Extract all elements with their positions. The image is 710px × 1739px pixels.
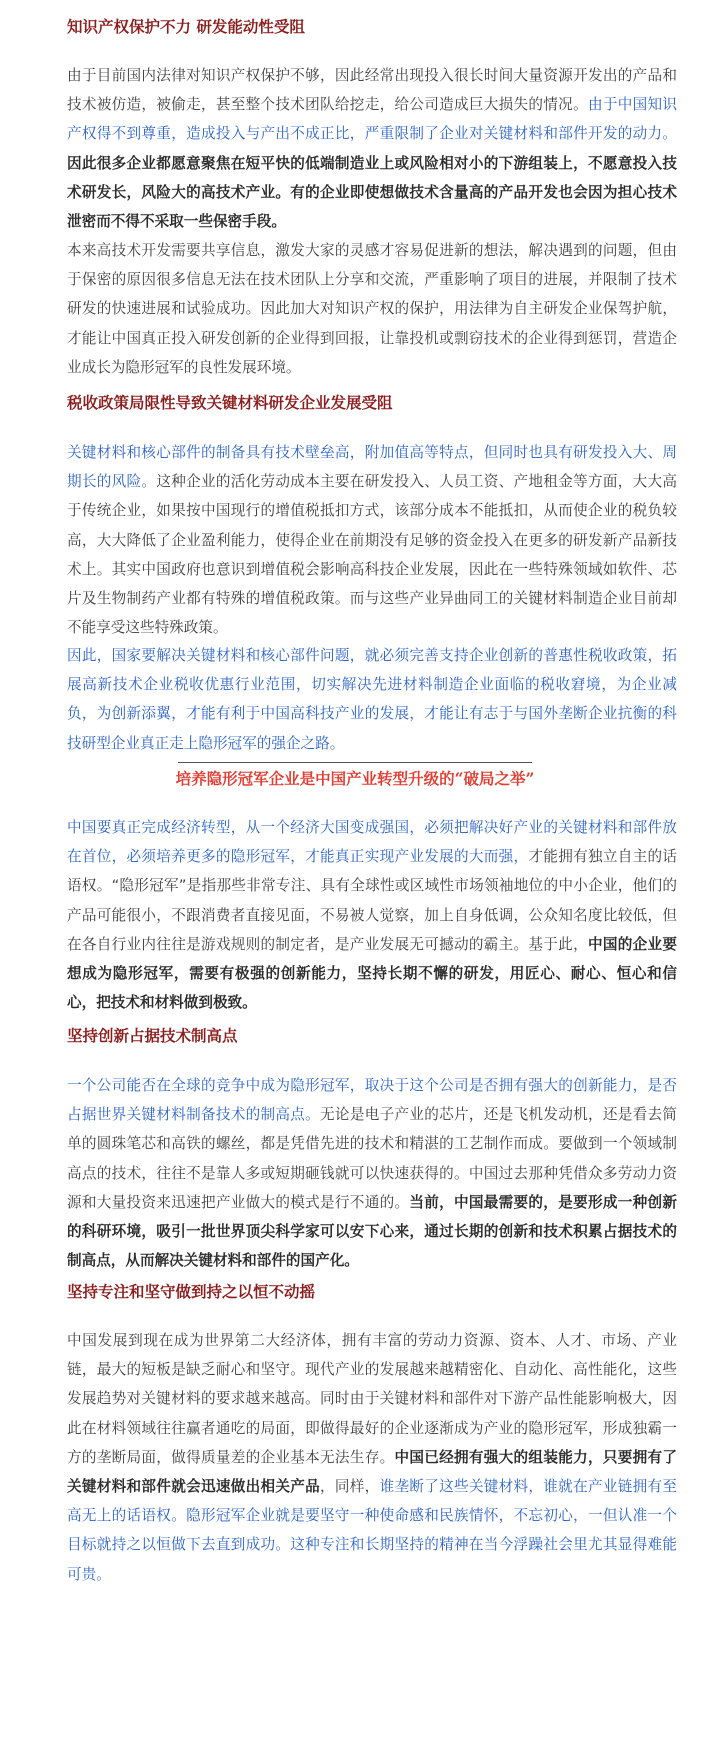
paragraph-transformation [67,813,677,1017]
section-heading-persistence: 坚持专注和坚守做到持之以恒不动摇 [67,1282,316,1301]
text-segment: 因此，国家要解决关键材料和核心部件问题，就必须完善支持企业创新的普惠性税收政策，拓展高新技术企业税收优惠行业范围，切实解决先进材料制造企业面临的税收窘境，为企业减负，为创新添翼，才能有利于中国高科技产业的发展，才能让有志于与国外垄断企业抗衡的科技研型企业真正走上隐形冠军的强企之路。 [67,647,677,752]
paragraph-ip-1 [67,61,677,236]
paragraph-tax-1 [67,438,677,642]
paragraph-tax-2 [67,641,677,758]
text-segment: 关键材料和核心部件的制备具有技术壁垒高，附加值高等特点，但同时也具有研发投入大、周期长的风险。 [67,444,677,491]
section-heading-innovation: 坚持创新占据技术制高点 [67,1026,238,1045]
text-segment: 中国要真正完成经济转型，从一个经济大国变成强国，必须把解决好产业的关键材料和部件放在首位，必须培养更多的隐形冠军，才能真正实现产业发展的大而强， [67,819,677,866]
text-segment: 一个公司能否在全球的竞争中成为隐形冠军，取决于这个公司是否拥有强大的创新能力，是否占据世界关键材料制备技术的制高点。 [67,1077,677,1124]
paragraph-innovation [67,1071,677,1275]
paragraph-ip-2 [67,236,677,382]
title-divider [178,762,532,763]
text-segment: ，同样， [320,1478,380,1496]
text-segment: 无论是电子产业的芯片，还是飞机发动机，还是看去简单的圆珠笔芯和高铁的螺丝，都是凭借先进的技术和精湛的工艺制作而成。要做到一个领域制高点的技术，往往不是靠人多或短期砸钱就可以快速获得的。中国过去那种凭借众多劳动力资源和大量投资来迅速把产业做大的模式是行不通的。 [67,1106,677,1211]
text-segment: 这种企业的活化劳动成本主要在研发投入、人员工资、产地租金等方面，大大高于传统企业，如果按中国现行的增值税抵扣方式，该部分成本不能抵扣，从而使企业的税负较高，大大降低了企业盈利能力，使得企业在前期没有足够的资金投入在更多的研发新产品新技术上。其实中国政府也意识到增值税会影响高科技企业发展，因此在一些特殊领域如软件、芯片及生物制药产业都有特殊的增值税政策。而与这些产业异曲同工的关键材料制造企业目前却不能享受这些特殊政策。 [67,473,677,637]
text-segment: 由于目前国内法律对知识产权保护不够，因此经常出现投入很长时间大量资源开发出的产品和技术被仿造，被偷走，甚至整个技术团队给挖走，给公司造成巨大损失的情况。 [67,67,677,114]
text-segment: 才能拥有独立自主的话语权。“隐形冠军”是指那些非常专注、具有全球性或区域性市场领袖地位的中小企业，他们的产品可能很小，不跟消费者直接见面，不易被人觉察，加上自身低调，公众知名度比较低，但在各自行业内往往是游戏规则的制定者，是产业发展无可撼动的霸主。基于此， [67,848,677,953]
text-segment: 因此很多企业都愿意聚焦在短平快的低端制造业上或风险相对小的下游组装上，不愿意投入技术研发长，风险大的高技术产业。有的企业即使想做技术含量高的产品开发也会因为担心技术泄密而不得不采取一些保密手段。 [67,154,677,231]
text-segment: 中国已经拥有强大的组装能力，只要拥有了关键材料和部件就会迅速做出相关产品 [67,1448,677,1496]
section-heading-ip-protection: 知识产权保护不力 研发能动性受阻 [67,17,305,36]
text-segment: 中国的企业要想成为隐形冠军，需要有极强的创新能力，坚持长期不懈的研发，用匠心、耐心、恒心和信心，把技术和材料做到极致。 [67,935,677,1012]
text-segment: 当前，中国最需要的，是要形成一种创新的科研环境，吸引一批世界顶尖科学家可以安下心来，通过长期的创新和技术积累占据技术的制高点，从而解决关键材料和部件的国产化。 [67,1193,677,1270]
section-heading-hidden-champion: 培养隐形冠军企业是中国产业转型升级的“破局之举” [175,769,535,788]
paragraph-persistence [67,1326,677,1589]
section-heading-tax-policy: 税收政策局限性导致关键材料研发企业发展受阻 [67,393,393,412]
text-segment: 中国发展到现在成为世界第二大经济体，拥有丰富的劳动力资源、资本、人才、市场、产业链，最大的短板是缺乏耐心和坚守。现代产业的发展越来越精密化、自动化、高性能化，这些发展趋势对关键材料的要求越来越高。同时由于关键材料和部件对下游产品性能影响极大，因此在材料领域往往赢者通吃的局面，即做得最好的企业逐渐成为产业的隐形冠军，形成独霸一方的垄断局面，做得质量差的企业基本无法生存。 [67,1332,677,1466]
text-segment: 由于中国知识产权得不到尊重，造成投入与产出不成正比，严重限制了企业对关键材料和部件开发的动力。 [67,96,677,143]
text-segment: 本来高技术开发需要共享信息，激发大家的灵感才容易促进新的想法，解决遇到的问题，但由于保密的原因很多信息无法在技术团队上分享和交流，严重影响了项目的进展，并限制了技术研发的快速进展和试验成功。因此加大对知识产权的保护，用法律为自主研发企业保驾护航，才能让中国真正投入研发创新的企业得到回报，让靠投机或剽窃技术的企业得到惩罚，营造企业成长为隐形冠军的良性发展环境。 [67,242,677,376]
text-segment: 谁垄断了这些关键材料，谁就在产业链拥有至高无上的话语权。隐形冠军企业就是要坚守一种使命感和民族情怀，不忘初心，一但认准一个目标就持之以恒做下去直到成功。这种专注和长期坚持的精神在当今浮躁社会里尤其显得难能可贵。 [67,1478,677,1583]
